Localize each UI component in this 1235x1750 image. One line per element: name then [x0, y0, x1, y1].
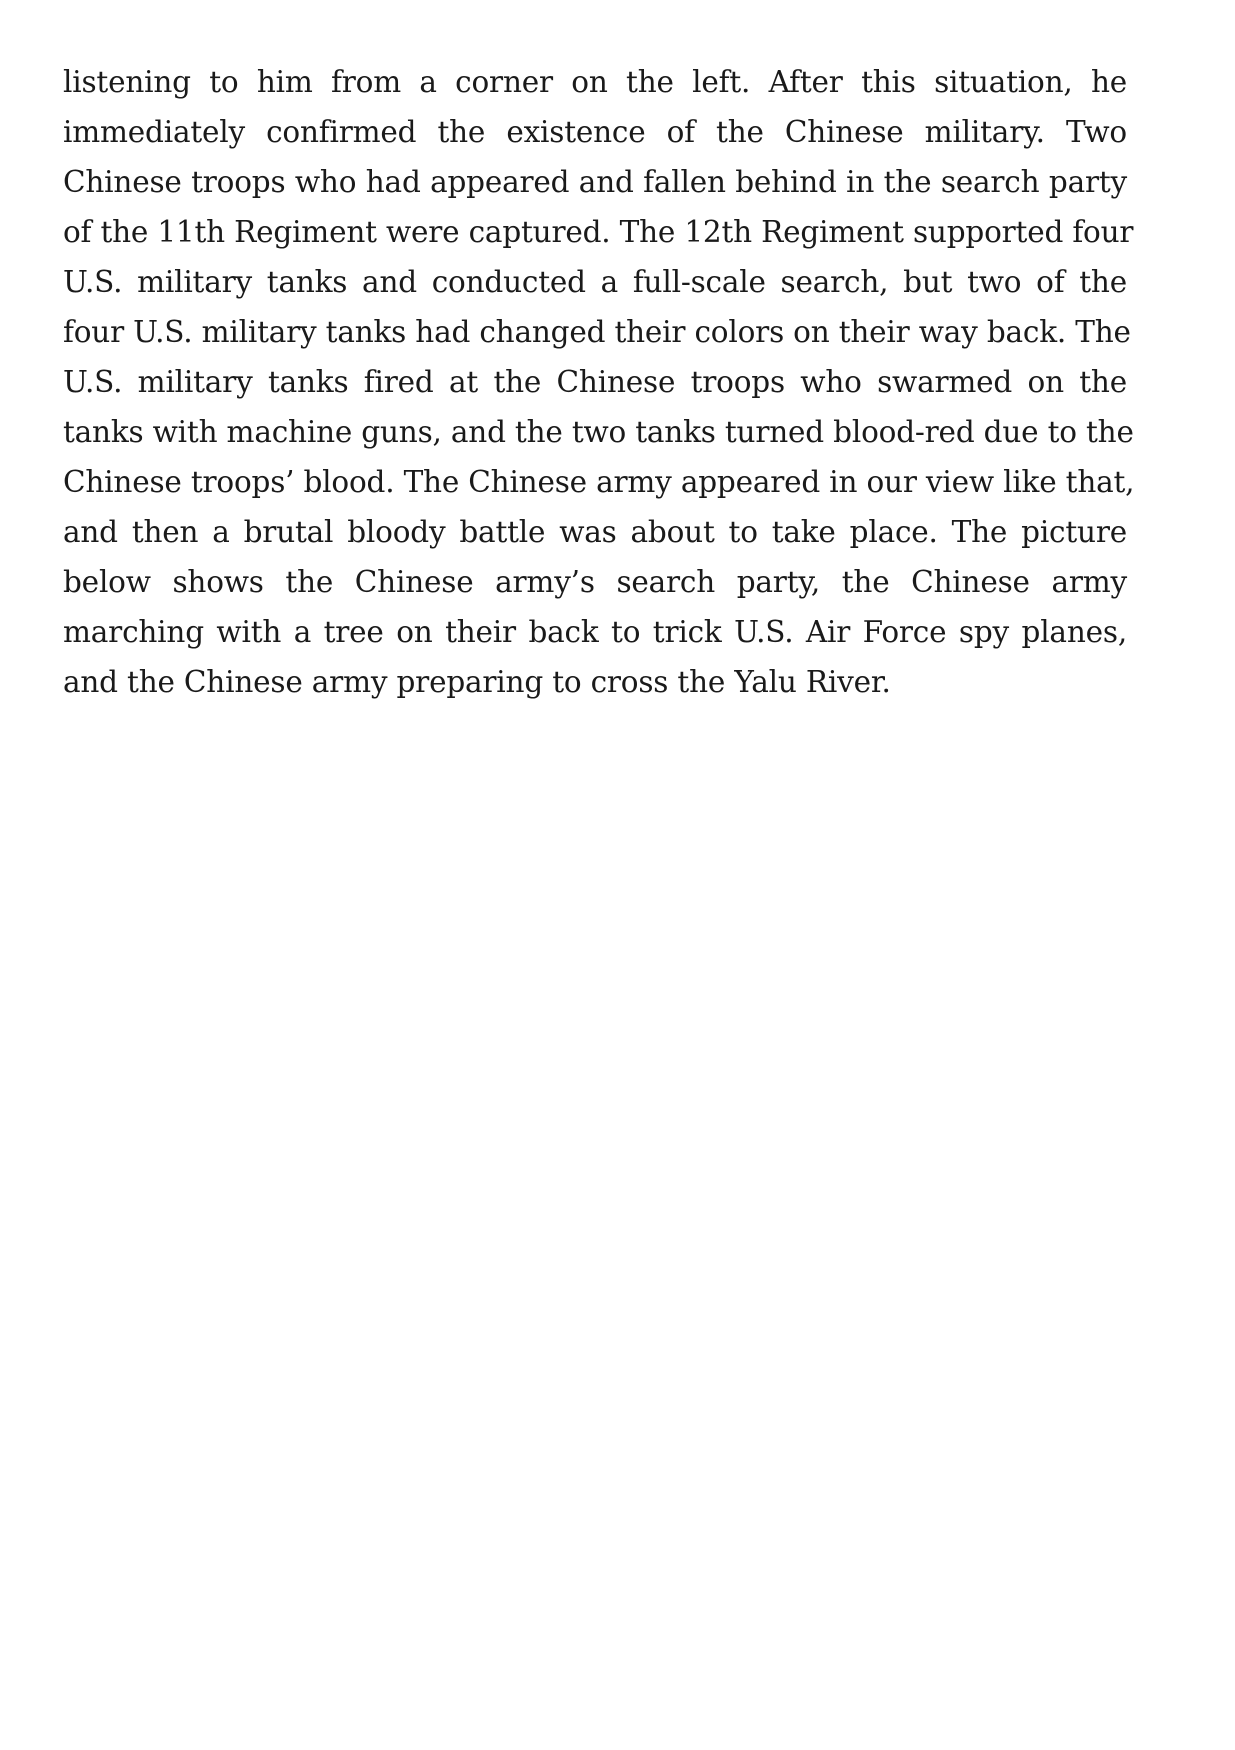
text-line: U.S. military tanks fired at the Chinese troops who swarmed on the — [63, 365, 1127, 399]
text-line: Chinese troops who had appeared and fallen behind in the search party — [63, 165, 1127, 199]
body-paragraph — [63, 57, 1135, 707]
text-line: and the Chinese army preparing to cross the Yalu River. — [63, 665, 891, 699]
text-line: below shows the Chinese army’s search party, the Chinese army — [63, 565, 1127, 599]
text-line: tanks with machine guns, and the two tanks turned blood-red due to the — [63, 415, 1134, 449]
text-line: of the 11th Regiment were captured. The 12th Regiment supported four — [63, 215, 1134, 249]
text-line: Chinese troops’ blood. The Chinese army appeared in our view like that, — [63, 465, 1135, 499]
text-line: four U.S. military tanks had changed their colors on their way back. The — [63, 315, 1131, 349]
text-line: and then a brutal bloody battle was about to take place. The picture — [63, 515, 1127, 549]
text-line: marching with a tree on their back to trick U.S. Air Force spy planes, — [63, 615, 1127, 649]
text-line: U.S. military tanks and conducted a full-scale search, but two of the — [63, 265, 1127, 299]
text-line: immediately confirmed the existence of the Chinese military. Two — [63, 115, 1127, 149]
text-line: listening to him from a corner on the left. After this situation, he — [63, 65, 1127, 99]
